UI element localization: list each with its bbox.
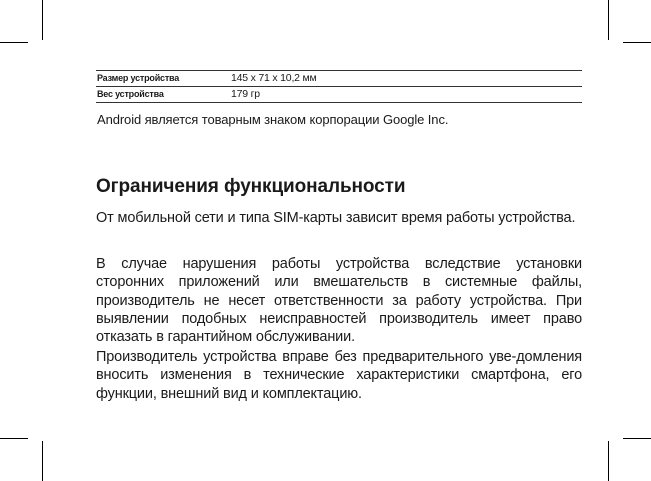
paragraph-network: От мобильной сети и типа SIM-карты зависит время работы устройства. bbox=[96, 210, 576, 226]
crop-mark-bottom-left-vertical bbox=[42, 441, 43, 481]
spec-label: Вес устройства bbox=[97, 89, 164, 99]
crop-mark-top-right-horizontal bbox=[623, 42, 651, 43]
spec-row-weight bbox=[96, 86, 582, 103]
spec-table bbox=[96, 70, 582, 103]
crop-mark-top-right-vertical bbox=[608, 0, 609, 40]
spec-value: 179 гр bbox=[231, 88, 260, 100]
spec-label: Размер устройства bbox=[97, 73, 180, 83]
crop-mark-top-left-vertical bbox=[42, 0, 43, 40]
paragraph-warranty: В случае нарушения работы устройства вследствие установки сторонних приложений или вмешательств в системные файлы, производитель не несет ответственности за работу устройства. При выявлении подобных неисправностей производитель имеет право отказать в гарантийном обслуживании. bbox=[96, 256, 582, 346]
spec-row-size bbox=[96, 70, 582, 86]
trademark-note: Android является товарным знаком корпорации Google Inc. bbox=[97, 112, 449, 127]
crop-mark-bottom-right-horizontal bbox=[623, 438, 651, 439]
crop-mark-bottom-right-vertical bbox=[608, 441, 609, 481]
spec-value: 145 x 71 x 10,2 мм bbox=[231, 72, 317, 84]
crop-mark-bottom-left-horizontal bbox=[0, 438, 28, 439]
paragraph-changes: Производитель устройства вправе без предварительного уве-домления вносить изменения в технические характеристики смартфона, его функции, внешний вид и комплектацию. bbox=[96, 349, 582, 402]
section-title: Ограничения функциональности bbox=[96, 176, 406, 197]
crop-mark-top-left-horizontal bbox=[0, 42, 28, 43]
